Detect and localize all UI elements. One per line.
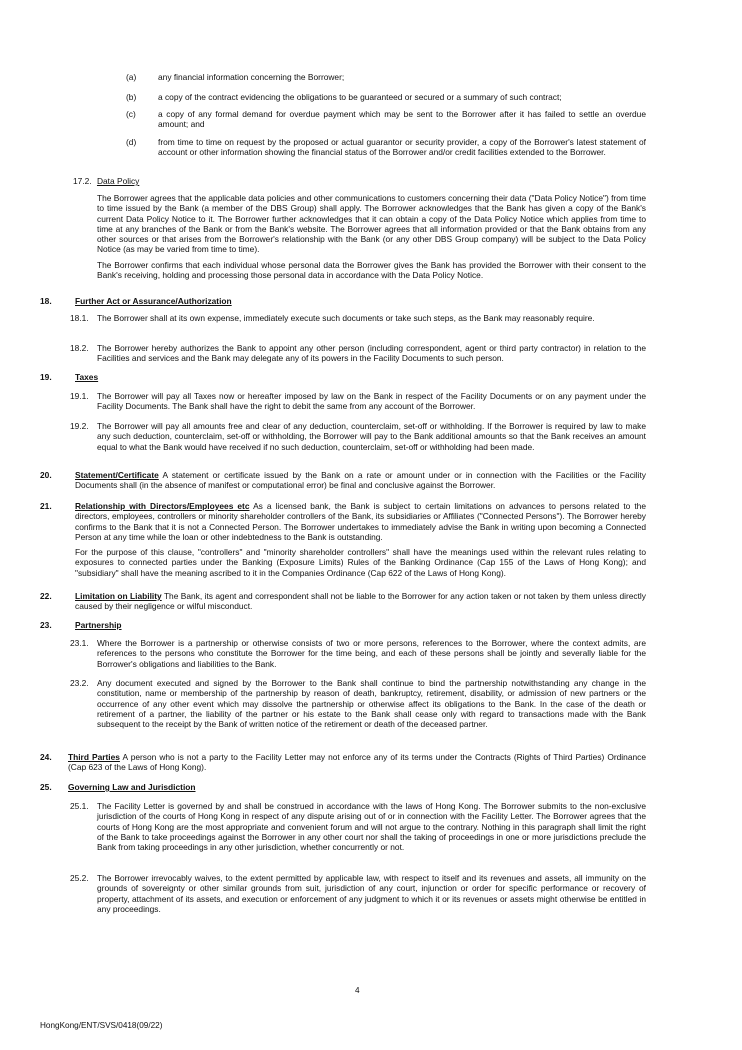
sub-text: The Borrower hereby authorizes the Bank to appoint any other person (including correspondent, agent or third party contractor) in relation to the Facilities and services and the Bank may delegate any of its powers in the Facility Documents to such person. [97,343,646,364]
clause-number: 22. [40,591,52,601]
sub-text: Any document executed and signed by the Borrower to the Bank shall continue to bind the partnership notwithstanding any change in the constitution, name or membership of the partnership by reason of death, bankruptcy, retirement, disability, or admission of new partners or the occurrence of any other event which may dissolve the partnership or otherwise affect its obligations to the Bank. In the case of the death or retirement of a partner, the liability of the partner or his estate to the Bank shall cease only with regard to transactions made with the Bank subsequent to the receipt by the Bank of written notice of the retirement or death of the deceased partner. [97,678,646,729]
sub-number: 25.1. [70,801,89,811]
clause-number: 17.2. [73,176,92,186]
clause-heading: Taxes [75,372,99,382]
sub-number: 18.1. [70,313,89,323]
item-d [126,137,646,158]
clause-text: A statement or certificate issued by the Bank on a rate or amount under or in connection with the Facilities or the Facility Documents shall (in the absence of manifest or computational error) be final and conclusive against the Borrower. [75,470,646,491]
sub-number: 19.2. [70,421,89,431]
sub-number: 23.1. [70,638,89,648]
clause-21 [40,501,646,578]
sub-text: The Borrower shall at its own expense, immediately execute such documents or take such steps, as the Bank may reasonably require. [97,313,595,323]
footer-code: HongKong/ENT/SVS/0418(09/22) [40,1021,163,1030]
clause-18-2 [70,343,646,364]
clause-heading: Further Act or Assurance/Authorization [75,296,232,306]
item-text: from time to time on request by the proposed or actual guarantor or security provider, a copy of the Borrower's latest statement of account or other information showing the financial status of the Borrower and/or credit facilities extended to the Borrower. [158,137,646,158]
clause-24 [40,752,646,773]
item-text: a copy of the contract evidencing the obligations to be guaranteed or secured or a summary of such contract; [158,92,562,102]
paragraph: The Borrower confirms that each individual whose personal data the Borrower gives the Bank has provided the Borrower with their consent to the Bank's receiving, holding and processing those personal data in accordance with the Data Policy Notice. [97,259,646,280]
clause-23-1 [70,638,646,669]
item-label: (b) [126,92,137,102]
item-label: (a) [126,72,137,82]
sub-text: Where the Borrower is a partnership or otherwise consists of two or more persons, references to the Borrower, where the context admits, are references to the persons who constitute the Borrower for the time being, and each of these persons shall be jointly and severally liable for the Borrower's obligations and liabilities to the Bank. [97,638,646,669]
clause-number: 18. [40,296,52,306]
item-b [126,92,646,102]
clause-number: 21. [40,501,52,511]
clause-23-heading [40,620,122,630]
item-label: (c) [126,109,136,119]
item-label: (d) [126,137,137,147]
clause-heading: Governing Law and Jurisdiction [68,782,196,792]
item-c [126,109,646,130]
sub-number: 19.1. [70,391,89,401]
item-a [126,72,646,82]
page-number: 4 [355,986,360,995]
sub-text: The Borrower irrevocably waives, to the extent permitted by applicable law, with respect to itself and its revenues and assets, all immunity on the grounds of sovereignty or other similar grounds from suit, jurisdiction of any court, injunction or order for specific performance or recovery of property, attachment of its assets, and execution or enforcement of any judgment to which it or its revenues or assets might otherwise be entitled in any proceedings. [97,873,646,914]
clause-25-2 [70,873,646,914]
clause-22 [40,591,646,612]
sub-text: The Borrower will pay all amounts free and clear of any deduction, counterclaim, set-off or withholding. If the Borrower is required by law to make any such deduction, counterclaim, set-off or withholding, the Borrower will pay to the Bank additional amounts so that the Bank receives an amount equal to what the Bank would have received if no such deduction, counterclaim, set-off or withholding had been made. [97,421,646,452]
item-text: any financial information concerning the Borrower; [158,72,345,82]
clause-text-2: For the purpose of this clause, "controllers" and "minority shareholder controllers" shall have the meanings used within the relevant rules relating to exposures to connected parties under the Banking (Exposure Limits) Rules of the Banking Ordinance (Cap 155 of the Laws of Hong Kong); and "subsidiary" shall have the meaning ascribed to it in the Companies Ordinance (Cap 622 of the Laws of Hong Kong). [75,547,646,578]
sub-number: 25.2. [70,873,89,883]
clause-17-2-body [97,193,646,283]
clause-25-heading [40,782,196,792]
clause-23-2 [70,678,646,729]
clause-19-2 [70,421,646,452]
clause-17-2-heading [73,176,139,186]
clause-text: The Bank, its agent and correspondent shall not be liable to the Borrower for any action taken or not taken by them unless directly caused by their negligence or wilful misconduct. [75,591,646,612]
clause-number: 23. [40,620,52,630]
clause-20 [40,470,646,491]
clause-heading: Relationship with Directors/Employees etc [75,501,250,511]
clause-18-1 [70,313,646,323]
clause-18-heading [40,296,232,306]
clause-number: 19. [40,372,52,382]
clause-heading: Limitation on Liability [75,591,162,601]
sub-text: The Borrower will pay all Taxes now or hereafter imposed by law on the Bank in respect of the Facility Documents or on any payment under the Facility Documents. The Bank shall have the right to debit the same from any account of the Borrower. [97,391,646,412]
item-text: a copy of any formal demand for overdue payment which may be sent to the Borrower after it has failed to settle an overdue amount; and [158,109,646,130]
clause-heading: Partnership [75,620,122,630]
paragraph: The Borrower agrees that the applicable data policies and other communications to customers concerning their data ("Data Policy Notice") from time to time issued by the Bank (a member of the DBS Group) shall apply. The Borrower acknowledges that the Bank has given a copy of the Bank's current Data Policy Notice to it. The Borrower further acknowledges that it can obtain a copy of the Data Policy Notice which applies from time to time at any branches of the Bank or from the Bank's website. The Borrower agrees that all information provided or that the Bank obtains from any other sources or that arises from the Borrower's relationship with the Bank (or any other DBS Group company) will be subject to the Data Policy Notice (as may be varied from time to time). [97,193,646,255]
clause-heading: Statement/Certificate [75,470,159,480]
clause-text: A person who is not a party to the Facility Letter may not enforce any of its terms under the Contracts (Rights of Third Parties) Ordinance (Cap 623 of the Laws of Hong Kong). [68,752,646,773]
clause-number: 24. [40,752,52,762]
clause-heading: Data Policy [96,176,140,186]
clause-heading: Third Parties [68,752,120,762]
sub-number: 23.2. [70,678,89,688]
sub-number: 18.2. [70,343,89,353]
clause-text: As a licensed bank, the Bank is subject to certain limitations on advances to persons related to the directors, employees, controllers or minority shareholder controllers of the Bank, its subsidiaries or Affiliates ("Connected Persons"). The Borrower hereby confirms to the Bank that it is not a Connected Person. The Borrower undertakes to immediately advise the Bank in writing upon becoming a Connected Person at any time while the loan or other indebtedness to the Bank is outstanding. [75,501,646,542]
clause-19-1 [70,391,646,412]
clause-25-1 [70,801,646,852]
clause-number: 25. [40,782,52,792]
clause-number: 20. [40,470,52,480]
sub-text: The Facility Letter is governed by and shall be construed in accordance with the laws of Hong Kong. The Borrower submits to the non-exclusive jurisdiction of the courts of Hong Kong in respect of any dispute arising out of or in connection with the Facility Letter. The Borrower agrees that the courts of Hong Kong are the most appropriate and convenient forum and will not argue to the contrary. Nothing in this paragraph shall limit the right of the Bank to take proceedings against the Borrower in any other court nor shall the taking of proceedings in one or more jurisdictions preclude the Bank from taking proceedings in any other jurisdiction, whether concurrently or not. [97,801,646,852]
clause-19-heading [40,372,98,382]
